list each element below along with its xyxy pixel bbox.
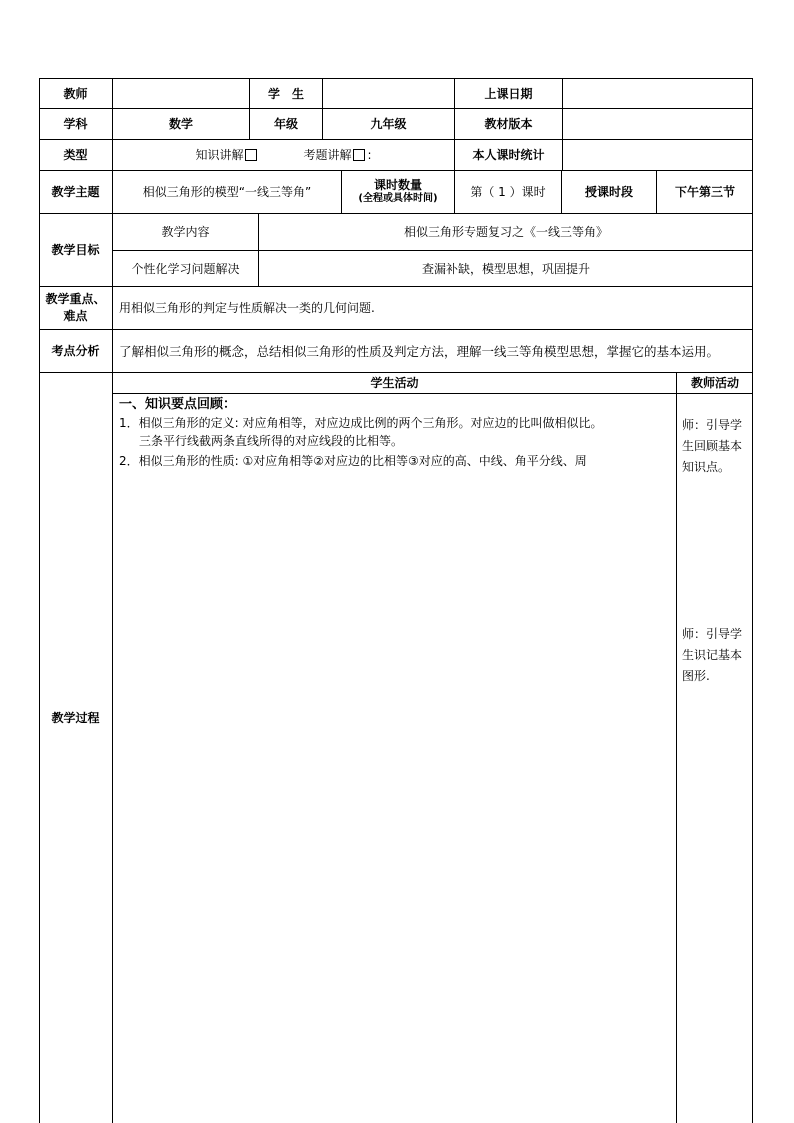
grade-label: 年级 [273,117,298,131]
row-divider [112,393,753,394]
item1-line1: 1．相似三角形的定义: 对应角相等，对应边成比例的两个三角形。对应边的比叫做相似比。 [119,416,603,430]
type-option-suffix: : [367,148,372,162]
type-option-knowledge: 知识讲解 [195,148,244,162]
grade-value: 九年级 [370,117,407,131]
subject-label: 学科 [63,117,88,131]
type-option-exam: 考题讲解 [303,148,352,162]
date-value[interactable] [563,78,753,109]
item2-line1: 2．相似三角形的性质: ①对应角相等②对应边的比相等③对应的高、中线、角平分线、周 [119,454,587,468]
teacher-note-2: 师：引导学生识记基本图形. [682,627,743,683]
item1-line2: 三条平行线截两条直线所得的对应线段的比相等。 [139,434,404,448]
process-label: 教学过程 [51,711,100,725]
exam-checkbox[interactable] [353,149,365,161]
date-label: 上课日期 [484,86,533,101]
col-divider [676,372,677,1123]
teacher-label: 教师 [63,86,88,101]
section-title: 一、知识要点回顾： [119,397,237,412]
key-points-value: 用相似三角形的判定与性质解决一类的几何问题. [119,301,375,315]
topic-value: 相似三角形的模型“一线三等角” [142,185,312,199]
period-value: 下午第三节 [674,185,735,199]
key-points-label: 教学重点、难点 [45,292,106,323]
subject-value: 数学 [168,117,193,131]
type-options [113,140,454,170]
hours-label: 课时数量 [373,178,422,192]
personal-value: 查漏补缺，模型思想，巩固提升 [421,261,590,276]
period-label: 授课时段 [584,185,633,199]
textbook-value[interactable] [563,109,753,139]
teacher-value[interactable] [113,78,249,109]
hours-value: 第（ 1 ）课时 [470,185,546,199]
student-activity-header: 学生活动 [370,376,419,390]
knowledge-checkbox[interactable] [245,149,257,161]
type-label: 类型 [63,148,88,162]
hours-stat-value[interactable] [563,140,753,170]
hours-note: (全程或具体时间) [358,193,438,204]
content-label: 教学内容 [161,225,210,239]
hours-stat-label: 本人课时统计 [472,148,545,162]
analysis-label: 考点分析 [51,344,100,358]
personal-label: 个性化学习问题解决 [131,261,240,276]
analysis-value: 了解相似三角形的概念，总结相似三角形的性质及判定方法，理解一线三等角模型思想，掌握它的基本运用。 [119,343,720,359]
textbook-label: 教材版本 [484,117,533,131]
teacher-activity-header: 教师活动 [690,376,739,390]
goals-label: 教学目标 [51,243,100,257]
student-value[interactable] [323,78,454,109]
content-value: 相似三角形专题复习之《一线三等角》 [403,225,608,239]
lesson-plan-table [39,78,755,1123]
topic-label: 教学主题 [51,185,100,199]
hours-count-cell [342,171,454,213]
teacher-note-1: 师：引导学生回顾基本知识点。 [682,418,743,474]
student-label: 学 生 [267,86,304,101]
